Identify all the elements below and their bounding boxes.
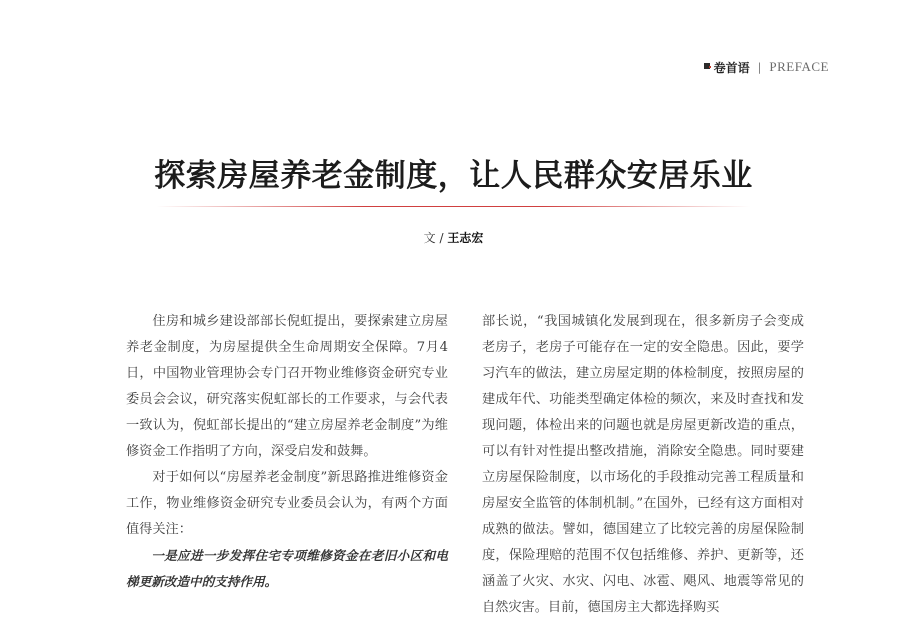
emphasis-paragraph: 一是应进一步发挥住宅专项维修资金在老旧小区和电梯更新改造中的支持作用。: [126, 548, 448, 589]
section-name-en: PREFACE: [769, 59, 829, 74]
section-separator: |: [757, 60, 762, 74]
section-marker-icon: [704, 63, 710, 69]
byline-prefix: 文 /: [423, 231, 448, 245]
paragraph: 部长说，“我国城镇化发展到现在，很多新房子会变成老房子，老房子可能存在一定的安全隐患。因此，要学习汽车的做法，建立房屋定期的体检制度，按照房屋的建成年代、功能类型确定体检的频次，来及时查找和发现问题，体检出来的问题也就是房屋更新改造的重点，可以有针对性提出整改措施，消除安全隐患。同时要建立房屋保险制度，以市场化的手段推动完善工程质量和房屋安全监管的体制机制。”在国外，已经有这方面相对成熟的做法。譬如，德国建立了比较完善的房屋保险制度，保险理赔的范围不仅包括维修、养护、更新等，还涵盖了火灾、水灾、闪电、冰雹、飓风、地震等常见的自然灾害。目前，德国房主大都选择购买: [482, 314, 804, 615]
section-header: [704, 59, 829, 75]
paragraph: 住房和城乡建设部部长倪虹提出，要探索建立房屋养老金制度，为房屋提供全生命周期安全保障。7月4日，中国物业管理协会专门召开物业维修资金研究专业委员会会议，研究落实倪虹部长的工作要求，与会代表一致认为，倪虹部长提出的“建立房屋养老金制度”为维修资金工作指明了方向，深受启发和鼓舞。: [126, 314, 448, 459]
article-title: 探索房屋养老金制度，让人民群众安居乐业: [154, 158, 753, 194]
byline: [0, 229, 907, 246]
paragraph: 对于如何以“房屋养老金制度”新思路推进维修资金工作，物业维修资金研究专业委员会认为，有两个方面值得关注：: [126, 470, 448, 537]
title-divider: [156, 206, 750, 207]
left-column: [126, 309, 448, 595]
section-name-cn: 卷首语: [713, 60, 750, 75]
author-name: 王志宏: [447, 231, 484, 245]
right-column: [482, 309, 804, 621]
